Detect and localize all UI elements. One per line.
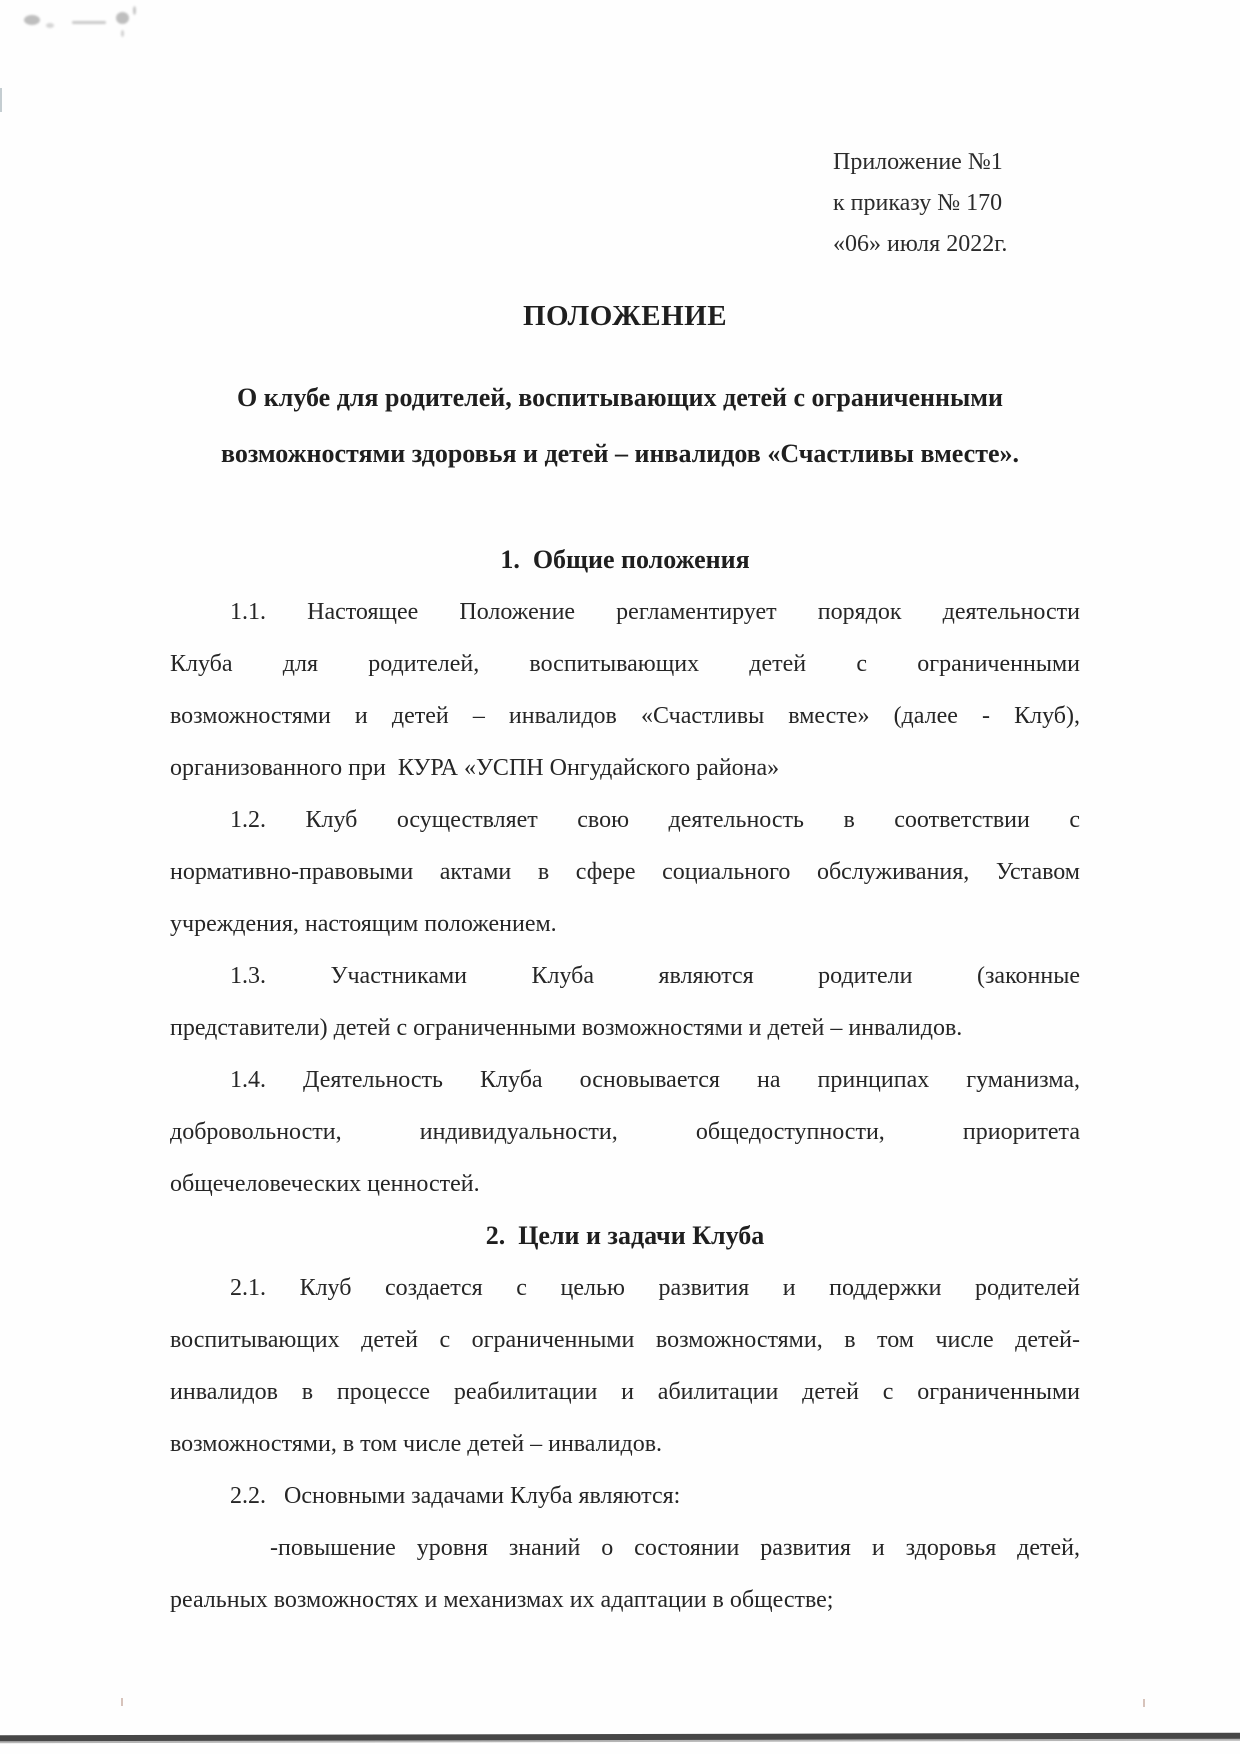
appendix-note-line: к приказу № 170 [833,190,1003,216]
paragraph-line: общечеловеческих ценностей. [170,1171,480,1197]
scan-bottom-edge [0,1733,1240,1742]
paragraph-line: нормативно-правовыми актами в сфере социального обслуживания, Уставом [170,859,1080,885]
appendix-note [833,142,1007,265]
paragraph-2-2 [170,1470,1080,1522]
paragraph-line: 2.2. Основными задачами Клуба являются: [230,1483,681,1509]
scan-smudge [72,21,106,24]
section-1-heading: 1. Общие положения [500,545,750,574]
paragraph-line: учреждения, настоящим положением. [170,911,557,937]
document-body [170,534,1080,1626]
paragraph-2-1 [170,1262,1080,1470]
paragraph-line: представители) детей с ограниченными возможностями и детей – инвалидов. [170,1015,963,1041]
scan-smudge [116,12,129,24]
scan-speck [1143,1699,1145,1707]
paragraph-1-4 [170,1054,1080,1210]
paragraph-line: Клуба для родителей, воспитывающих детей с ограниченными [170,651,1080,677]
scan-smudge [24,15,40,25]
appendix-note-line: «06» июля 2022г. [833,231,1008,257]
paragraph-line: 1.4. Деятельность Клуба основывается на принципах гуманизма, [230,1067,1080,1093]
list-item-tasks [170,1522,1080,1626]
paragraph-1-3 [170,950,1080,1054]
subtitle-line: О клубе для родителей, воспитывающих детей с ограниченными [237,383,1003,412]
list-item-line: реальных возможностях и механизмах их адаптации в обществе; [170,1587,834,1613]
document-subtitle [145,370,1095,482]
subtitle-line: возможностями здоровья и детей – инвалидов «Счастливы вместе». [220,439,1019,468]
paragraph-line: 2.1. Клуб создается с целью развития и поддержки родителей [230,1275,1080,1301]
paragraph-line: добровольности, индивидуальности, общедоступности, приоритета [170,1119,1080,1145]
paragraph-line: возможностями, в том числе детей – инвалидов. [170,1431,663,1457]
document-title: ПОЛОЖЕНИЕ [522,300,728,332]
list-item-line: -повышение уровня знаний о состоянии развития и здоровья детей, [270,1535,1080,1561]
paragraph-1-2 [170,794,1080,950]
scan-edge-artifact [0,88,2,112]
section-2-heading: 2. Цели и задачи Клуба [485,1221,765,1250]
paragraph-line: 1.3. Участниками Клуба являются родители (законные [230,963,1080,989]
scan-speck [121,1698,123,1706]
paragraph-line: инвалидов в процессе реабилитации и абилитации детей с ограниченными [170,1379,1080,1405]
paragraph-line: 1.1. Настоящее Положение регламентирует порядок деятельности [230,599,1080,625]
paragraph-line: возможностями и детей – инвалидов «Счастливы вместе» (далее - Клуб), [170,703,1080,729]
scan-smudge [46,23,54,28]
appendix-note-line: Приложение №1 [833,149,1003,175]
paragraph-1-1 [170,586,1080,794]
paragraph-line: воспитывающих детей с ограниченными возможностями, в том числе детей- [170,1327,1080,1353]
paragraph-line: 1.2. Клуб осуществляет свою деятельность в соответствии с [230,807,1080,833]
scan-smudge [133,6,136,15]
scan-smudge [121,30,124,37]
paragraph-line: организованного при КУРА «УСПН Онгудайского района» [170,755,780,781]
